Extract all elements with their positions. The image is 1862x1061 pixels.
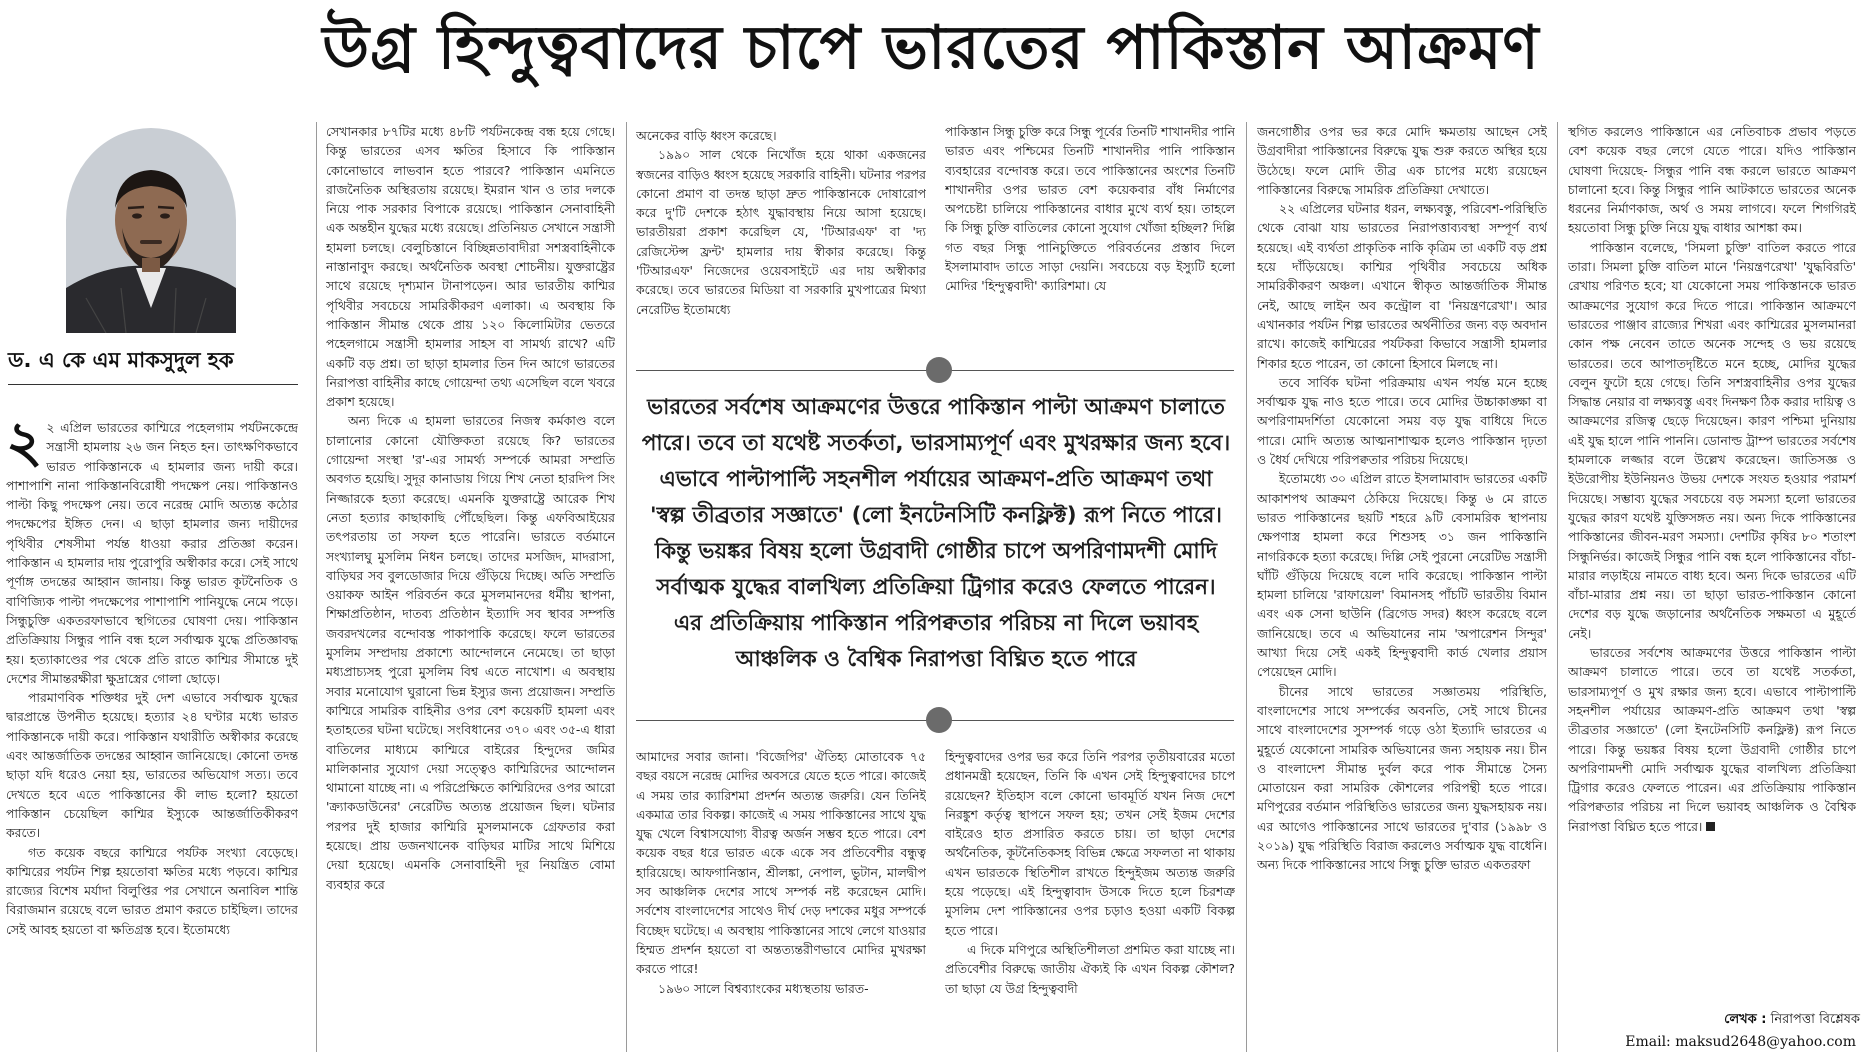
author-note-value: নিরাপত্তা বিশ্লেষক: [1770, 1012, 1860, 1027]
author-photo: [66, 128, 236, 333]
column-divider: [316, 122, 317, 1052]
article-column-6: [1568, 122, 1856, 1030]
article-paragraph: সেখানকার ৮৭টির মধ্যে ৪৮টি পর্যটনকেন্দ্র বন্ধ হয়ে গেছে। কিন্তু ভারতের এসব ক্ষতির হিসাবে কি পাকিস্তান কোনোভাবে লাভবান হতে পারবে? পাকিস্তান এমনিতে রাজনৈতিক অস্থিরতায় রয়েছে। ইমরান খান ও তার দলকে নিয়ে পাক সরকার বিপাকে রয়েছে। পাকিস্তান সেনাবাহিনী এক অন্তহীন যুদ্ধের মধ্যে রয়েছে। প্রতিনিয়ত সেখানে সন্ত্রাসী হামলা চলছে। বেলুচিস্তানে বিচ্ছিন্নতাবাদীরা সশস্ত্রবাহিনীকে নাস্তানাবুদ করছে। অর্থনৈতিক অবস্থা শোচনীয়। যুক্তরাষ্ট্রের সাথে রয়েছে দৃশ্যমান টানাপড়েন। আর ভারতীয় কাশ্মির পৃথিবীর সবচেয়ে সামরিকীকরণ এলাকা। এ অবস্থায় কি পাকিস্তান সীমান্ত থেকে প্রায় ১২০ কিলোমিটার ভেতরে পহেলগামে সন্ত্রাসী হামলার সাহস বা সামর্থ্য রাখে? এটি একটি বড় প্রশ্ন। তা ছাড়া হামলার তিন দিন আগে ভারতের নিরাপত্তা বাহিনীর কাছে গোয়েন্দা তথ্য এসেছিল বলে খবরে প্রকাশ হয়েছে।: [326, 124, 615, 410]
article-column-3-top: [636, 126, 926, 359]
article-column-4-top: [945, 122, 1235, 360]
article-paragraph: এ দিকে মণিপুরে অস্থিতিশীলতা প্রশমিত করা যাচ্ছে না। প্রতিবেশীর বিরুদ্ধে জাতীয় ঐক্যই কি এখন বিকল্প কৌশল? তা ছাড়া যে উগ্র হিন্দুত্ববাদী: [945, 941, 1235, 996]
author-email: Email: maksud2648@yahoo.com: [1625, 1034, 1856, 1050]
article-paragraph: পাকিস্তান বলেছে, 'সিমলা চুক্তি' বাতিল করতে পারে তারা। সিমলা চুক্তি বাতিল মানে 'নিয়ন্ত্রণরেখা' 'যুদ্ধবিরতি' রেখায় পরিণত হবে; যা যেকোনো সময় পাকিস্তানকে ভারত আক্রমণের সুযোগ করে দিতে পারে। পাকিস্তান আক্রমণে ভারতের পাঞ্জাব রাজ্যের শিখরা এবং কাশ্মিরের মুসলমানরা কোন পক্ষ নেবেন তাতে অনেক সন্দেহ ও ভয় রয়েছে ভারতের। তবে আপাতদৃষ্টিতে মনে হচ্ছে, মোদির যুদ্ধের বেলুন ফুটো হয়ে গেছে। তিনি সশস্ত্রবাহিনীর ওপর যুদ্ধের সিদ্ধান্ত নেয়ার বা লক্ষ্যবস্তু এবং দিনক্ষণ ঠিক করার দায়িত্ব ও আক্রমণের রজিত্ব ছেড়ে দিয়েছেন। কারণ পশ্চিমা দুনিয়ায় এই যুদ্ধ হালে পানি পাননি। ডোনাল্ড ট্রাম্প ভারতের সর্বশেষ হামলাকে লজ্জার বলে উল্লেখ করেছেন। জাতিসজ্ঞ ও ইউরোপীয় ইউনিয়নও উভয় দেশকে সংযত হওয়ার পরামর্শ দিয়েছে। সম্ভাব্য যুদ্ধের সবচেয়ে বড় সমস্যা হলো ভারতের যুদ্ধের কারণ যথেষ্ট যুক্তিসঙ্গত নয়। অন্য দিকে পাকিস্তানের পাকিস্তানের জীবন-মরণ সমস্যা। দেশটির কৃষির ৮০ শতাংশ সিন্ধুনির্ভর। কাজেই সিন্ধুর পানি বন্ধ হলে পাকিস্তানের বাঁচা-মারার লড়াইয়ে নামতে বাধ্য হবে। অন্য দিকে ভারতের এটি বাঁচা-মারার প্রশ্ন নয়। তা ছাড়া ভারত-পাকিস্তান কোনো দেশের বড় যুদ্ধে জড়ানোর অর্থনৈতিক সক্ষমতা এ মুহূর্তে নেই।: [1568, 239, 1856, 641]
article-paragraph: [6, 418, 298, 688]
paragraph-text: ভারতের সর্বশেষ আক্রমণের উত্তরে পাকিস্তান পাল্টা আক্রমণ চালাতে পারে। তবে তা যথেষ্ট সতর্কতা, ভারসাম্যপূর্ণ ও মুখ রক্ষার জন্য হবে। এভাবে পাল্টাপাল্টি সহনশীল পর্যায়ের আক্রমণ-প্রতি আক্রমণ তথা 'স্বল্প তীব্রতার সজ্ঞাতে' (লো ইনটেনসিটি কনফ্লিক্ট) রূপ নিতে পারে। কিন্তু ভয়ঙ্কর বিষয় হলো উগ্রবাদী গোষ্ঠীর চাপে অপরিণামদশী মোদি সর্বাত্মক যুদ্ধের বালখিল্য প্রতিক্রিয়া ট্রিগার করেও ফেলতে পারেন। এর প্রতিক্রিয়ায় পাকিস্তান পরিপক্বতার পরিচয় না দিলে ভয়াবহ আঞ্চলিক ও বৈশ্বিক নিরাপত্তা বিঘ্নিত হতে পারে।: [1568, 645, 1856, 834]
article-column-3-bottom: [636, 747, 926, 1057]
article-paragraph: [1568, 643, 1856, 836]
circle-dot-icon: [926, 357, 952, 383]
article-paragraph: গত কয়েক বছরে কাশ্মিরে পর্যটক সংখ্যা বেড়েছে। কাশ্মিরের পর্যটন শিল্প হয়তোবা ক্ষতির মধ্যে পড়বে। কাশ্মির রাজ্যের বিশেষ মর্যাদা বিলুপ্তির পর সেখানে অনাবিল শান্তি বিরাজমান রয়েছে বলে ভারত প্রমাণ করতে চাইছিল। তাদের সেই আবহ হয়তো বা ক্ষতিগ্রস্ত হবে। ইতোমধ্যে: [6, 844, 298, 937]
drop-cap: ২: [6, 418, 43, 475]
article-paragraph: অন্য দিকে এ হামলা ভারতের নিজস্ব কর্মকাণ্ড বলে চালানোর কোনো যৌক্তিকতা রয়েছে কি? ভারতের গোয়েন্দা সংস্থা 'র'-এর সামর্থ্য সম্পর্কে আমরা সম্প্রতি অবগত হয়েছি। সুদূর কানাডায় গিয়ে শিখ নেতা হারদিপ সিং নিজ্জারকে হত্যা করেছে। এমনকি যুক্তরাষ্ট্রে আরেক শিখ নেতা হত্যার কাছাকাছি পৌঁছেছিল। কিন্তু এফবিআইয়ের তৎপরতায় তা সফল হতে পারেনি। ভারতে বর্তমানে সংখ্যালঘু মুসলিম নিধন চলছে। তাদের মসজিদ, মাদরাসা, বাড়িঘর সব বুলডোজার দিয়ে গুঁড়িয়ে দিচ্ছে। অতি সম্প্রতি ওয়াকফ আইন পরিবর্তন করে মুসলমানদের ধর্মীয় স্থাপনা, শিক্ষাপ্রতিষ্ঠান, দাতব্য প্রতিষ্ঠান ইত্যাদি সব স্থাবর সম্পত্তি জবরদখলের বন্দোবস্ত পাকাপাকি করেছে। ফলে ভারতের মুসলিম সম্প্রদায় প্রকাশ্যে আন্দোলনে নেমেছে। তা ছাড়া মধ্যপ্রাচ্যসহ পুরো মুসলিম বিশ্ব এতে নাখোশ। এ অবস্থায় সবার মনোযোগ ঘুরানো ভিন্ন ইস্যুর জন্য প্রয়োজন। সম্প্রতি কাশ্মিরে সামরিক বাহিনীর ওপর বেশ কয়েকটি হামলা এবং হতাহতের ঘটনা ঘটেছে। সংবিধানের ৩৭০ এবং ৩৫-এ ধারা বাতিলের মাধ্যমে কাশ্মিরে বাইরের হিন্দুদের জমির মালিকানার সুযোগ দেয়া সত্ত্বেও কাশ্মিরিদের আন্দোলন থামানো যাচ্ছে না। এ পরিপ্রেক্ষিতে কাশ্মিরিদের ওপর আরো 'ক্র্যাকডাউনের' নেরেটিভ অত্যন্ত প্রয়োজন ছিল। ঘটনার পরপর দুই হাজার কাশ্মিরি মুসলমানকে গ্রেফতার করা হয়েছে। প্রায় ডজনখানেক বাড়িঘর মাটির সাথে মিশিয়ে দেয়া হয়েছে। এমনকি সেনাবাহিনী দূর নিয়ন্ত্রিত বোমা ব্যবহার করে: [326, 413, 615, 892]
article-column-4-bottom: [945, 747, 1235, 1057]
article-paragraph: অনেকের বাড়ি ধ্বংস করেছে।: [636, 128, 777, 143]
author-byline: ড. এ কে এম মাকসুদুল হক: [8, 348, 234, 372]
column-divider: [1246, 122, 1247, 1052]
column-divider: [1557, 122, 1558, 1052]
article-paragraph: ইতোমধ্যে ৩০ এপ্রিল রাতে ইসলামাবাদ ভারতের একটি আকাশপথ আক্রমণ ঠেকিয়ে দিয়েছে। কিন্তু ৬ মে রাতে ভারত পাকিস্তানের ছয়টি শহরে ৯টি বেসামরিক স্থাপনায় ক্ষেপণাস্ত্র হামলা করে শিশুসহ ৩১ জন পাকিস্তানি নাগরিককে হত্যা করেছে। দিল্লি সেই পুরনো নেরেটিভ সন্ত্রাসী ঘাঁটি গুঁড়িয়ে দিয়েছে বলে দাবি করেছে। পাকিস্তান পাল্টা হামলা চালিয়ে 'রাফায়েল' বিমানসহ পাঁচটি ভারতীয় বিমান এবং এক সেনা ছাউনি (ব্রিগেড সদর) ধ্বংস করেছে বলে জানিয়েছে। তবে এ অভিযানের নাম 'অপারেশন সিন্দুর' আখ্যা দিয়ে সেই একই হিন্দুত্ববাদী কার্ড খেলার প্রয়াস পেয়েছেন মোদি।: [1257, 471, 1547, 680]
article-paragraph: ১৯৯০ সাল থেকে নিখোঁজ হয়ে থাকা একজনের স্বজনের বাড়িও ধ্বংস হয়েছে সরকারি বাহিনী। ঘটনার পরপর কোনো প্রমাণ বা তদন্ত ছাড়া দ্রুত পাকিস্তানকে দোষারোপ করে দু'টি দেশকে হঠাৎ যুদ্ধাবস্থায় নিয়ে আসা হয়েছে। ভারতীয়রা প্রকাশ করেছিল যে, 'টিআরএফ' বা 'দ্য রেজিস্টেন্স ফ্রন্ট' হামলার দায় স্বীকার করেছে। কিন্তু 'টিআরএফ' নিজেদের ওয়েবসাইটে এর দায় অস্বীকার করেছে। তবে ভারতের মিডিয়া বা সরকারি মুখপাত্রের মিথ্যা নেরেটিভ ইতোমধ্যে: [636, 147, 926, 317]
article-paragraph: পাকিস্তান সিন্ধু চুক্তি করে সিন্ধু পূর্বের তিনটি শাখানদীর পানি ভারত এবং পশ্চিমের তিনটি শাখানদীর পানি পাকিস্তান ব্যবহারের বন্দোবস্ত করে। তবে পাকিস্তানের অংশের তিনটি শাখানদীর ওপর ভারত বেশ কয়েকবার বাঁধ নির্মাণের অপচেষ্টা চালিয়ে পাকিস্তানের বাধার মুখে ব্যর্থ হয়। তাহলে কি সিন্ধু চুক্তি বাতিলের কোনো সুযোগ খোঁজা হচ্ছিল? দিল্লি গত বছর সিন্ধু পানিচুক্তিতে পরিবর্তনের প্রস্তাব দিলে ইসলামাবাদ তাতে সাড়া দেয়নি। সবচেয়ে বড় ইস্যুটি হলো মোদির 'হিন্দুত্ববাদী' ক্যারিশমা। যে: [945, 124, 1235, 294]
author-portrait-image: [66, 128, 236, 333]
byline-divider: [8, 384, 298, 385]
column-divider: [626, 122, 627, 1052]
article-paragraph: ১৯৬০ সালে বিশ্বব্যাংকের মধ্যস্থতায় ভারত-: [658, 980, 869, 996]
author-note-label: লেখক :: [1724, 1012, 1767, 1027]
paragraph-text: ২ এপ্রিল ভারতের কাশ্মিরে পহেলগাম পর্যটনকেন্দ্রে সন্ত্রাসী হামলায় ২৬ জন নিহত হন। তাৎক্ষণিকভাবে ভারত পাকিস্তানকে এ হামলার জন্য দায়ী করে। পাশাপাশি নানা পাকিস্তানবিরোধী পদক্ষেপ নেয়। পাকিস্তানও পাল্টা কিছু পদক্ষেপ নেয়। তবে নরেন্দ্র মোদি অত্যন্ত কঠোর পদক্ষেপের ইঙ্গিত দেন। এ ছাড়া হামলার জন্য দায়ীদের পৃথিবীর শেষসীমা পর্যন্ত ধাওয়া করার প্রতিজ্ঞা করেন। পাকিস্তান এ হামলার দায় পুরোপুরি অস্বীকার করে। সেই সাথে পূর্ণাঙ্গ তদন্তের আহ্বান জানায়। কিন্তু ভারত কূটনৈতিক ও বাণিজ্যিক পাল্টা পদক্ষেপের পাশাপাশি পানিযুদ্ধে নেমে পড়ে। সিন্ধুচুক্তি একতরফাভাবে স্থগিতের ঘোষণা দেয়। পাকিস্তান প্রতিক্রিয়ায় সিন্ধুর পানি বন্ধ হলে সর্বাত্মক যুদ্ধে প্রতিজ্ঞাবদ্ধ হয়। হত্যাকাণ্ডের পর থেকে প্রতি রাতে কাশ্মির সীমান্তে দুই দেশের সীমান্তরক্ষীরা ক্ষুদ্রাস্ত্রের গোলা ছোড়ে।: [6, 420, 298, 686]
article-paragraph: চীনের সাথে ভারতের সজ্ঞাতময় পরিস্থিতি, বাংলাদেশের সাথে সম্পর্কের অবনতি, সেই সাথে চীনের সাথে বাংলাদেশের সুসম্পর্ক গড়ে ওঠা ইত্যাদি ভারতের এ মুহূর্তে যেকোনো সামরিক অভিযানের জন্য সহায়ক নয়। চীন ও বাংলাদেশ সীমান্ত দুর্বল করে পাক সীমান্তে সৈন্য মোতায়েন করা সামরিক কৌশলের পরিপন্থী হতে পারে। মণিপুরের বর্তমান পরিস্থিতিও ভারতের জন্য যুদ্ধসহায়ক নয়। এর আগেও পাকিস্তানের সাথে ভারতের দু'বার (১৯৯৮ ও ২০১৯) যুদ্ধ পরিস্থিতি বিরাজ করলেও সর্বাত্মক যুদ্ধ বাধেনি। অন্য দিকে পাকিস্তানের সাথে সিন্ধু চুক্তি ভারত একতরফা: [1257, 683, 1547, 873]
article-paragraph: স্থগিত করলেও পাকিস্তানে এর নেতিবাচক প্রভাব পড়তে বেশ কয়েক বছর লেগে যেতে পারে। যদিও পাকিস্তান ঘোষণা দিয়েছে- সিন্ধুর পানি বন্ধ করলে ভারতে আক্রমণ চালানো হবে। কিন্তু সিন্ধুর পানি আটকাতে ভারতের অনেক ধরনের নির্মাণকাজ, অর্থ ও সময় লাগবে। ফলে শিগগিরই হয়তোবা সিন্ধু চুক্তি নিয়ে যুদ্ধ বাধার আশঙ্কা কম।: [1568, 124, 1856, 236]
pull-quote: ভারতের সর্বশেষ আক্রমণের উত্তরে পাকিস্তান পাল্টা আক্রমণ চালাতে পারে। তবে তা যথেষ্ট সতর্কতা, ভারসাম্যপূর্ণ এবং মুখরক্ষার জন্য হবে। এভাবে পাল্টাপাল্টি সহনশীল পর্যায়ের আক্রমণ-প্রতি আক্রমণ তথা 'স্বল্প তীব্রতার সজ্ঞাতে' (লো ইনটেনসিটি কনফ্লিক্ট) রূপ নিতে পারে। কিন্তু ভয়ঙ্কর বিষয় হলো উগ্রবাদী গোষ্ঠীর চাপে অপরিণামদশী মোদি সর্বাত্মক যুদ্ধের বালখিল্য প্রতিক্রিয়া ট্রিগার করেও ফেলতে পারেন। এর প্রতিক্রিয়ায় পাকিস্তান পরিপক্বতার পরিচয় না দিলে ভয়াবহ আঞ্চলিক ও বৈশ্বিক নিরাপত্তা বিঘ্নিত হতে পারে: [641, 395, 1231, 672]
article-column-5: [1257, 122, 1547, 1054]
article-paragraph: আমাদের সবার জানা। 'বিজেপির' ঐতিহ্য মোতাবেক ৭৫ বছর বয়সে নরেন্দ্র মোদির অবসরে যেতে হতে পারে। কাজেই এ সময় তার ক্যারিশমা প্রদর্শন অত্যন্ত জরুরি। যেন তিনিই একমাত্র তার বিকল্প। কাজেই এ সময় পাকিস্তানের সাথে যুদ্ধ যুদ্ধ খেলে বিশ্বাসযোগ্য বীরত্ব অর্জন সম্ভব হতে পারে। বেশ কয়েক বছর ধরে ভারত একে একে সব প্রতিবেশীর বন্ধুত্ব হারিয়েছে। আফগানিস্তান, শ্রীলঙ্কা, নেপাল, ভুটান, মালদ্বীপ সব আঞ্চলিক দেশের সাথে সম্পর্ক নষ্ট করেছেন মোদি। সর্বশেষ বাংলাদেশের সাথেও দীর্ঘ দেড় দশকের মধুর সম্পর্কে বিচ্ছেদ ঘটেছে। এ অবস্থায় পাকিস্তানের সাথে লেগে যাওয়ার হিম্মত প্রদর্শন হয়তো বা অন্তত্যন্তরীণভাবে মোদির মুখরক্ষা করতে পারে!: [636, 749, 926, 977]
article-paragraph: পারমাণবিক শক্তিধর দুই দেশ এভাবে সর্বাত্মক যুদ্ধের দ্বারপ্রান্তে উপনীত হয়েছে। হত্যার ২৪ ঘণ্টার মধ্যে ভারত পাকিস্তানকে দায়ী করে। পাকিস্তান যথারীতি অস্বীকার করেছে এবং আন্তর্জাতিক তদন্তের আহ্বান জানিয়েছে। কোনো তদন্ত ছাড়া যদি ধরেও নেয়া হয়, ভারতের অভিযোগ সত্য। তবে দেখতে হবে এতে পাকিস্তানের কী লাভ হলো? হয়তো পাকিস্তান চেয়েছিল কাশ্মির ইস্যুকে আন্তর্জাতিকীকরণ করতে।: [6, 690, 298, 841]
article-column-2: [326, 122, 615, 1054]
article-headline: উগ্র হিন্দুত্ববাদের চাপে ভারতের পাকিস্তান আক্রমণ: [322, 13, 1540, 83]
article-paragraph: ২২ এপ্রিলের ঘটনার ধরন, লক্ষ্যবস্তু, পরিবেশ-পরিস্থিতি থেকে বোঝা যায় ভারতের নিরাপত্তাব্যবস্থা সম্পূর্ণ ব্যর্থ হয়েছে। এই ব্যর্থতা প্রাকৃতিক নাকি কৃত্রিম তা একটি বড় প্রশ্ন হয়ে দাঁড়িয়েছে। কাশ্মির পৃথিবীর সবচেয়ে অধিক সামরিকীকরণ অঞ্চল। এখানে স্বীকৃত আন্তর্জাতিক সীমান্ত নেই, আছে লাইন অব কন্ট্রোল বা 'নিয়ন্ত্রণরেখা'। আর এখানকার পর্যটন শিল্প ভারতের অর্থনীতির জন্য বড় অবদান রাখে। কাজেই কাশ্মিরের পর্যটকরা কিভাবে সন্ত্রাসী হামলার শিকার হতে পারেন, তা কোনো হিসাবে মিলছে না।: [1257, 201, 1547, 371]
author-note: [1620, 1010, 1860, 1032]
article-paragraph: তবে সার্বিক ঘটনা পরিক্রমায় এখন পর্যন্ত মনে হচ্ছে সর্বাত্মক যুদ্ধ নাও হতে পারে। তবে মোদির উচ্চাকাঙ্ক্ষা বা অপরিণামদর্শিতা যেকোনো সময় বড় যুদ্ধ বাধিয়ে দিতে পারে। মোদি অত্যন্ত আত্মনাশাত্মক হলেও পাকিস্তান দৃঢ়তা ও ধৈর্য দেখিয়ে পরিপক্বতার পরিচয় দিয়েছে।: [1257, 374, 1547, 468]
article-paragraph: হিন্দুত্ববাদের ওপর ভর করে তিনি পরপর তৃতীয়বারের মতো প্রধানমন্ত্রী হয়েছেন, তিনি কি এখন সেই হিন্দুত্ববাদের চাপে রয়েছেন? ইতিহাস বলে কোনো ভাবমূর্তি যখন নিজ দেশে নিরঙ্কুশ কর্তৃত্ব স্থাপনে সফল হয়; তখন সেই ইজম দেশের বাইরেও হাত প্রসারিত করতে চায়। তা ছাড়া দেশের অর্থনৈতিক, কূটনৈতিকসহ বিভিন্ন ক্ষেত্রে সফলতা না থাকায় এখন ভারতকে স্থিতিশীল রাখতে হিন্দুইজম অত্যন্ত জরুরি হয়ে পড়েছে। এই হিন্দুত্বাবাদ উসকে দিতে হলে চিরশত্রু মুসলিম দেশ পাকিস্তানের ওপর চড়াও হওয়া একটি বিকল্প হতে পারে।: [945, 749, 1235, 938]
square-end-mark-icon: [1706, 822, 1715, 831]
article-column-1: [6, 418, 298, 1058]
circle-dot-icon: [926, 707, 952, 733]
article-paragraph: জনগোষ্ঠীর ওপর ভর করে মোদি ক্ষমতায় আছেন সেই উগ্রবাদীরা পাকিস্তানের বিরুদ্ধে যুদ্ধ শুরু করতে অস্থির হয়ে উঠেছে। ফলে মোদি তীব্র এক চাপের মধ্যে রয়েছেন পাকিস্তানের বিরুদ্ধে সামরিক প্রতিক্রিয়া দেখাতে।: [1257, 124, 1547, 197]
